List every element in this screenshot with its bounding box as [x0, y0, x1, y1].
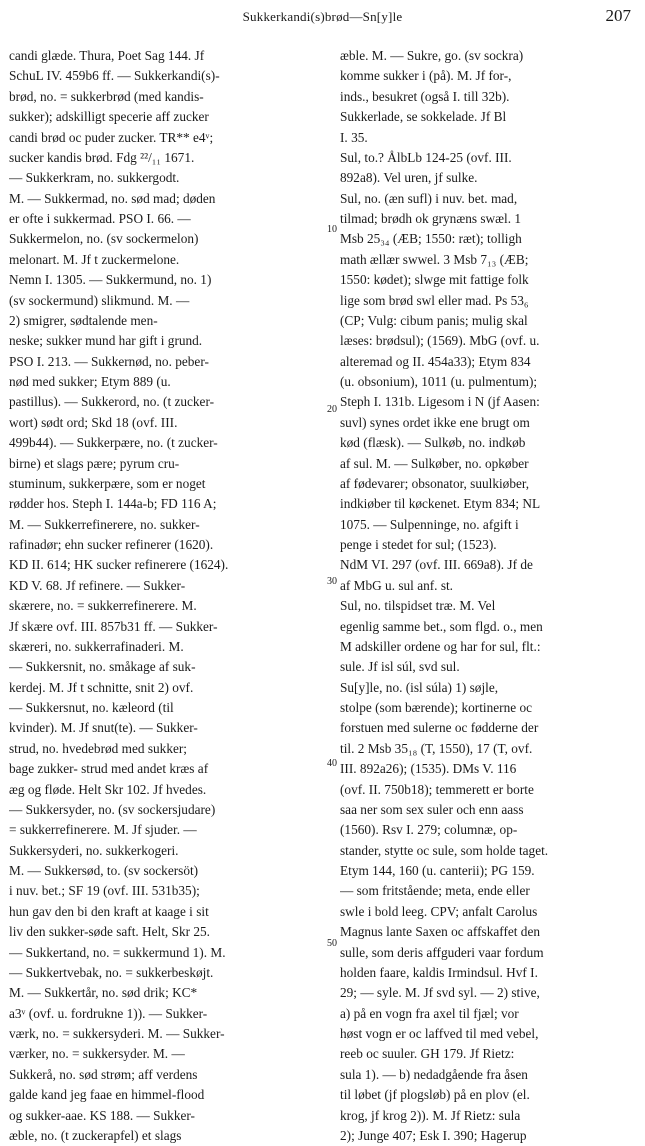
text-line: (1560). Rsv I. 279; columnæ, op-: [340, 822, 518, 838]
text-line: Sul, to.? ÅlbLb 124-25 (ovf. III.: [340, 149, 512, 165]
text-line: stolpe (som bærende); kortinerne oc: [340, 700, 533, 715]
text-line: egenlig samme bet., som flgd. o., men: [340, 618, 543, 634]
text-line: Sukkerlade, se sokkelade. Jf Bl: [340, 109, 507, 125]
text-line: liv den sukker-søde saft. Helt, Skr 25.: [9, 924, 210, 940]
text-line: krog, jf krog 2)). M. Jf Rietz: sula: [340, 1107, 521, 1123]
text-line: brød, no. = sukkerbrød (med kandis-: [9, 88, 204, 104]
line-number-50: 50: [327, 938, 337, 949]
text-line: rødder hos. Steph I. 144a-b; FD 116 A;: [9, 496, 217, 512]
text-line: komme sukker i (på). M. Jf for-,: [340, 68, 512, 84]
text-line: læses: brødsul); (1569). MbG (ovf. u.: [340, 333, 540, 349]
text-line: inds., besukret (også I. till 32b).: [340, 88, 510, 104]
text-line: indkiøber til køckenet. Etym 834; NL: [340, 496, 541, 512]
text-line: høst vogn er oc laffved til med vebel,: [340, 1026, 539, 1041]
text-line: Steph I. 131b. Ligesom i N (jf Aasen:: [340, 394, 540, 410]
text-line: til løbet (jf plogsløb) på en plov (el.: [340, 1087, 530, 1103]
text-line: æble, no. (t zuckerapfel) et slags: [9, 1127, 182, 1143]
running-head: Sukkerkandi(s)brød—Sn[y]le: [242, 9, 403, 24]
text-line: KD V. 68. Jf refinere. — Sukker-: [9, 577, 186, 593]
text-line: wort) sødt ord; Skd 18 (ovf. III.: [9, 414, 178, 430]
text-line: sucker kandis brød. Fdg ²²/₁₁ 1671.: [9, 149, 195, 165]
text-line: kød (flæsk). — Sulkøb, no. indkøb: [340, 435, 526, 451]
text-line: Sukkerå, no. sød strøm; aff verdens: [9, 1066, 198, 1082]
text-line: (CP; Vulg: cibum panis; mulig skal: [340, 312, 528, 328]
text-line: — Sukkertvebak, no. = sukkerbeskøjt.: [9, 964, 214, 980]
text-line: — Sukkerkram, no. sukkergodt.: [9, 170, 180, 186]
text-line: swle i bold leeg. CPV; anfalt Carolus: [340, 903, 538, 919]
text-line: 2) smigrer, sødtalende men-: [9, 312, 158, 328]
text-line: værk, no. = sukkersyderi. M. — Sukker-: [9, 1026, 225, 1041]
text-line: nød med sukker; Etym 889 (u.: [9, 374, 171, 389]
text-line: Nemn I. 1305. — Sukkermund, no. 1): [9, 272, 212, 288]
text-line: 892a8). Vel uren, jf sulke.: [340, 170, 478, 186]
text-line: melonart. M. Jf t zuckermelone.: [9, 251, 180, 267]
text-line: I. 35.: [340, 129, 368, 145]
line-number-40: 40: [327, 758, 337, 769]
line-number-30: 30: [327, 576, 337, 587]
text-line: 29; — syle. M. Jf svd syl. — 2) stive,: [340, 985, 540, 1001]
text-line: M. — Sukkersød, to. (sv sockersöt): [9, 863, 199, 878]
text-line: stuminum, sukkerpære, som er noget: [9, 475, 206, 491]
text-line: sukker); adskilligt specerie aff zucker: [9, 109, 209, 125]
text-line: af sul. M. — Sulkøber, no. opkøber: [340, 455, 529, 471]
text-line: værker, no. = sukkersyder. M. —: [9, 1046, 185, 1062]
text-line: suvl) synes ordet ikke ene brugt om: [340, 414, 530, 430]
text-line: Sul, no. (æn sufl) i nuv. bet. mad,: [340, 190, 518, 206]
text-line: 1075. — Sulpenninge, no. afgift i: [340, 516, 519, 532]
page-header: [0, 6, 645, 30]
text-line: 499b44). — Sukkerpære, no. (t zucker-: [9, 435, 218, 451]
text-line: til. 2 Msb 35₁₈ (T, 1550), 17 (T, ovf.: [340, 740, 533, 756]
text-line: lige som brød swl eller mad. Ps 53₆: [340, 292, 529, 308]
text-line: a) på en vogn fra axel til fjæl; vor: [340, 1005, 519, 1021]
text-line: (u. obsonium), 1011 (u. pulmentum);: [340, 374, 538, 389]
text-line: 2); Junge 407; Esk I. 390; Hagerup: [340, 1127, 527, 1143]
text-line: sula 1). — b) nedadgående fra åsen: [340, 1066, 528, 1082]
text-line: sule. Jf isl súl, svd sul.: [340, 659, 460, 675]
text-line: alteremad og II. 454a33); Etym 834: [340, 353, 531, 369]
text-line: Sul, no. tilspidset træ. M. Vel: [340, 598, 496, 614]
text-line: — som fritstående; meta, ende eller: [340, 883, 530, 899]
text-line: kvinder). M. Jf snut(te). — Sukker-: [9, 720, 198, 736]
text-line: af fødevarer; obsonator, suulkiøber,: [340, 475, 530, 491]
text-line: i nuv. bet.; SF 19 (ovf. III. 531b35);: [9, 883, 200, 899]
text-line: kerdej. M. Jf t schnitte, snit 2) ovf.: [9, 679, 194, 695]
right-column: [340, 46, 630, 1146]
text-line: math ællær swwel. 3 Msb 7₁₃ (ÆB;: [340, 251, 529, 267]
text-line: Su[y]le, no. (isl súla) 1) søjle,: [340, 679, 499, 695]
text-line: a3ᵛ (ovf. u. fordrukne 1)). — Sukker-: [9, 1005, 208, 1021]
text-line: candi glæde. Thura, Poet Sag 144. Jf: [9, 48, 205, 63]
text-line: PSO I. 213. — Sukkernød, no. peber-: [9, 353, 209, 369]
text-line: KD II. 614; HK sucker refinerere (1624).: [9, 557, 229, 573]
text-line: birne) et slags pære; pyrum cru-: [9, 455, 180, 471]
text-line: bage zukker- strud med andet kræs af: [9, 761, 209, 777]
text-line: neske; sukker mund har gift i grund.: [9, 333, 203, 349]
text-line: III. 892a26); (1535). DMs V. 116: [340, 761, 517, 777]
text-line: penge i stedet for sul; (1523).: [340, 537, 497, 552]
text-line: er ofte i sukkermad. PSO I. 66. —: [9, 211, 191, 226]
left-column: [9, 46, 299, 1146]
text-line: stander, stytte oc sule, som holde taget.: [340, 842, 549, 858]
text-line: M. — Sukkerrefinerere, no. sukker-: [9, 516, 200, 532]
text-line: sulle, som deris affguderi vaar fordum: [340, 944, 544, 960]
text-line: tilmad; brødh ok grynæns swæl. 1: [340, 211, 521, 226]
text-line: forstuen med sulerne oc fødderne der: [340, 720, 539, 736]
text-line: skærere, no. = sukkerrefinerere. M.: [9, 598, 197, 614]
line-number-20: 20: [327, 404, 337, 415]
text-line: SchuL IV. 459b6 ff. — Sukkerkandi(s)-: [9, 68, 220, 84]
text-line: M. — Sukkermad, no. sød mad; døden: [9, 190, 216, 206]
text-line: saa ner som sex suler och enn aass: [340, 801, 524, 817]
text-line: — Sukkersyder, no. (sv sockersjudare): [9, 801, 216, 817]
text-line: holden faare, kaldis Irmindsul. Hvf I.: [340, 964, 538, 980]
text-line: Sukkermelon, no. (sv sockermelon): [9, 231, 199, 247]
text-line: Etym 144, 160 (u. canterii); PG 159.: [340, 863, 535, 878]
text-line: Sukkersyderi, no. sukkerkogeri.: [9, 842, 179, 858]
text-line: Magnus lante Saxen oc affskaffet den: [340, 924, 541, 940]
text-line: 1550: kødet); slwge mit fattige folk: [340, 272, 529, 288]
text-line: M adskiller ordene og har for sul, flt.:: [340, 638, 541, 654]
text-line: Msb 25₃₄ (ÆB; 1550: ræt); tolligh: [340, 231, 522, 247]
text-line: candi brød oc puder zucker. TR** e4ᵛ;: [9, 129, 214, 145]
text-line: galde kand jeg faae en himmel-flood: [9, 1087, 205, 1103]
text-line: reeb oc suuler. GH 179. Jf Rietz:: [340, 1046, 515, 1062]
text-line: og sukker-aae. KS 188. — Sukker-: [9, 1107, 195, 1123]
text-line: Jf skære ovf. III. 857b31 ff. — Sukker-: [9, 618, 218, 634]
text-line: (ovf. II. 750b18); temmerett er borte: [340, 781, 534, 797]
page-number: 207: [605, 6, 631, 25]
text-line: skæreri, no. sukkerrafinaderi. M.: [9, 638, 184, 654]
text-line: pastillus). — Sukkerord, no. (t zucker-: [9, 394, 215, 410]
text-line: rafinadør; ehn sucker refinerer (1620).: [9, 537, 214, 552]
text-line: strud, no. hvedebrød med sukker;: [9, 740, 187, 756]
text-line: (sv sockermund) slikmund. M. —: [9, 292, 190, 308]
text-line: M. — Sukkertår, no. sød drik; KC*: [9, 985, 198, 1001]
text-line: — Sukkersnit, no. småkage af suk-: [9, 659, 196, 675]
line-number-10: 10: [327, 224, 337, 235]
text-line: hun gav den bi den kraft at kaage i sit: [9, 903, 209, 919]
text-line: NdM VI. 297 (ovf. III. 669a8). Jf de: [340, 557, 533, 573]
text-line: æg og fløde. Helt Skr 102. Jf hvedes.: [9, 781, 207, 797]
text-line: = sukkerrefinerere. M. Jf sjuder. —: [9, 822, 197, 838]
text-line: af MbG u. sul anf. st.: [340, 577, 454, 593]
text-line: æble. M. — Sukre, go. (sv sockra): [340, 48, 524, 63]
text-line: — Sukkersnut, no. kæleord (til: [9, 700, 174, 715]
text-line: — Sukkertand, no. = sukkermund 1). M.: [9, 944, 226, 960]
